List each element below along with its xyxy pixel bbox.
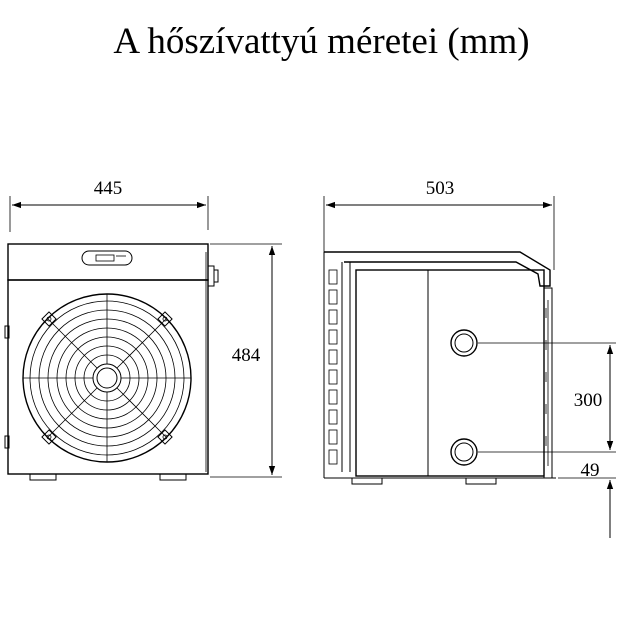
side-view — [324, 178, 616, 538]
front-width-dimension — [10, 178, 208, 232]
front-view — [5, 178, 282, 480]
front-cabinet — [5, 244, 218, 480]
side-housing — [324, 252, 556, 484]
control-display — [82, 251, 132, 265]
front-height-label: 484 — [231, 345, 261, 366]
water-inlet-connector — [451, 330, 477, 356]
connector-spacing-label: 300 — [573, 390, 603, 411]
water-outlet-connector — [451, 439, 477, 465]
connector-base-dimension — [581, 430, 611, 538]
side-width-dimension — [324, 178, 554, 270]
front-width-label: 445 — [93, 178, 123, 199]
connector-base-label: 49 — [580, 460, 600, 481]
front-height-dimension — [210, 244, 282, 477]
fan-guard-icon — [23, 294, 191, 462]
side-width-label: 503 — [425, 178, 455, 199]
side-connector — [208, 266, 214, 286]
connector-spacing-dimension — [478, 343, 616, 478]
page-title: A hőszívattyú méretei (mm) — [113, 21, 530, 62]
